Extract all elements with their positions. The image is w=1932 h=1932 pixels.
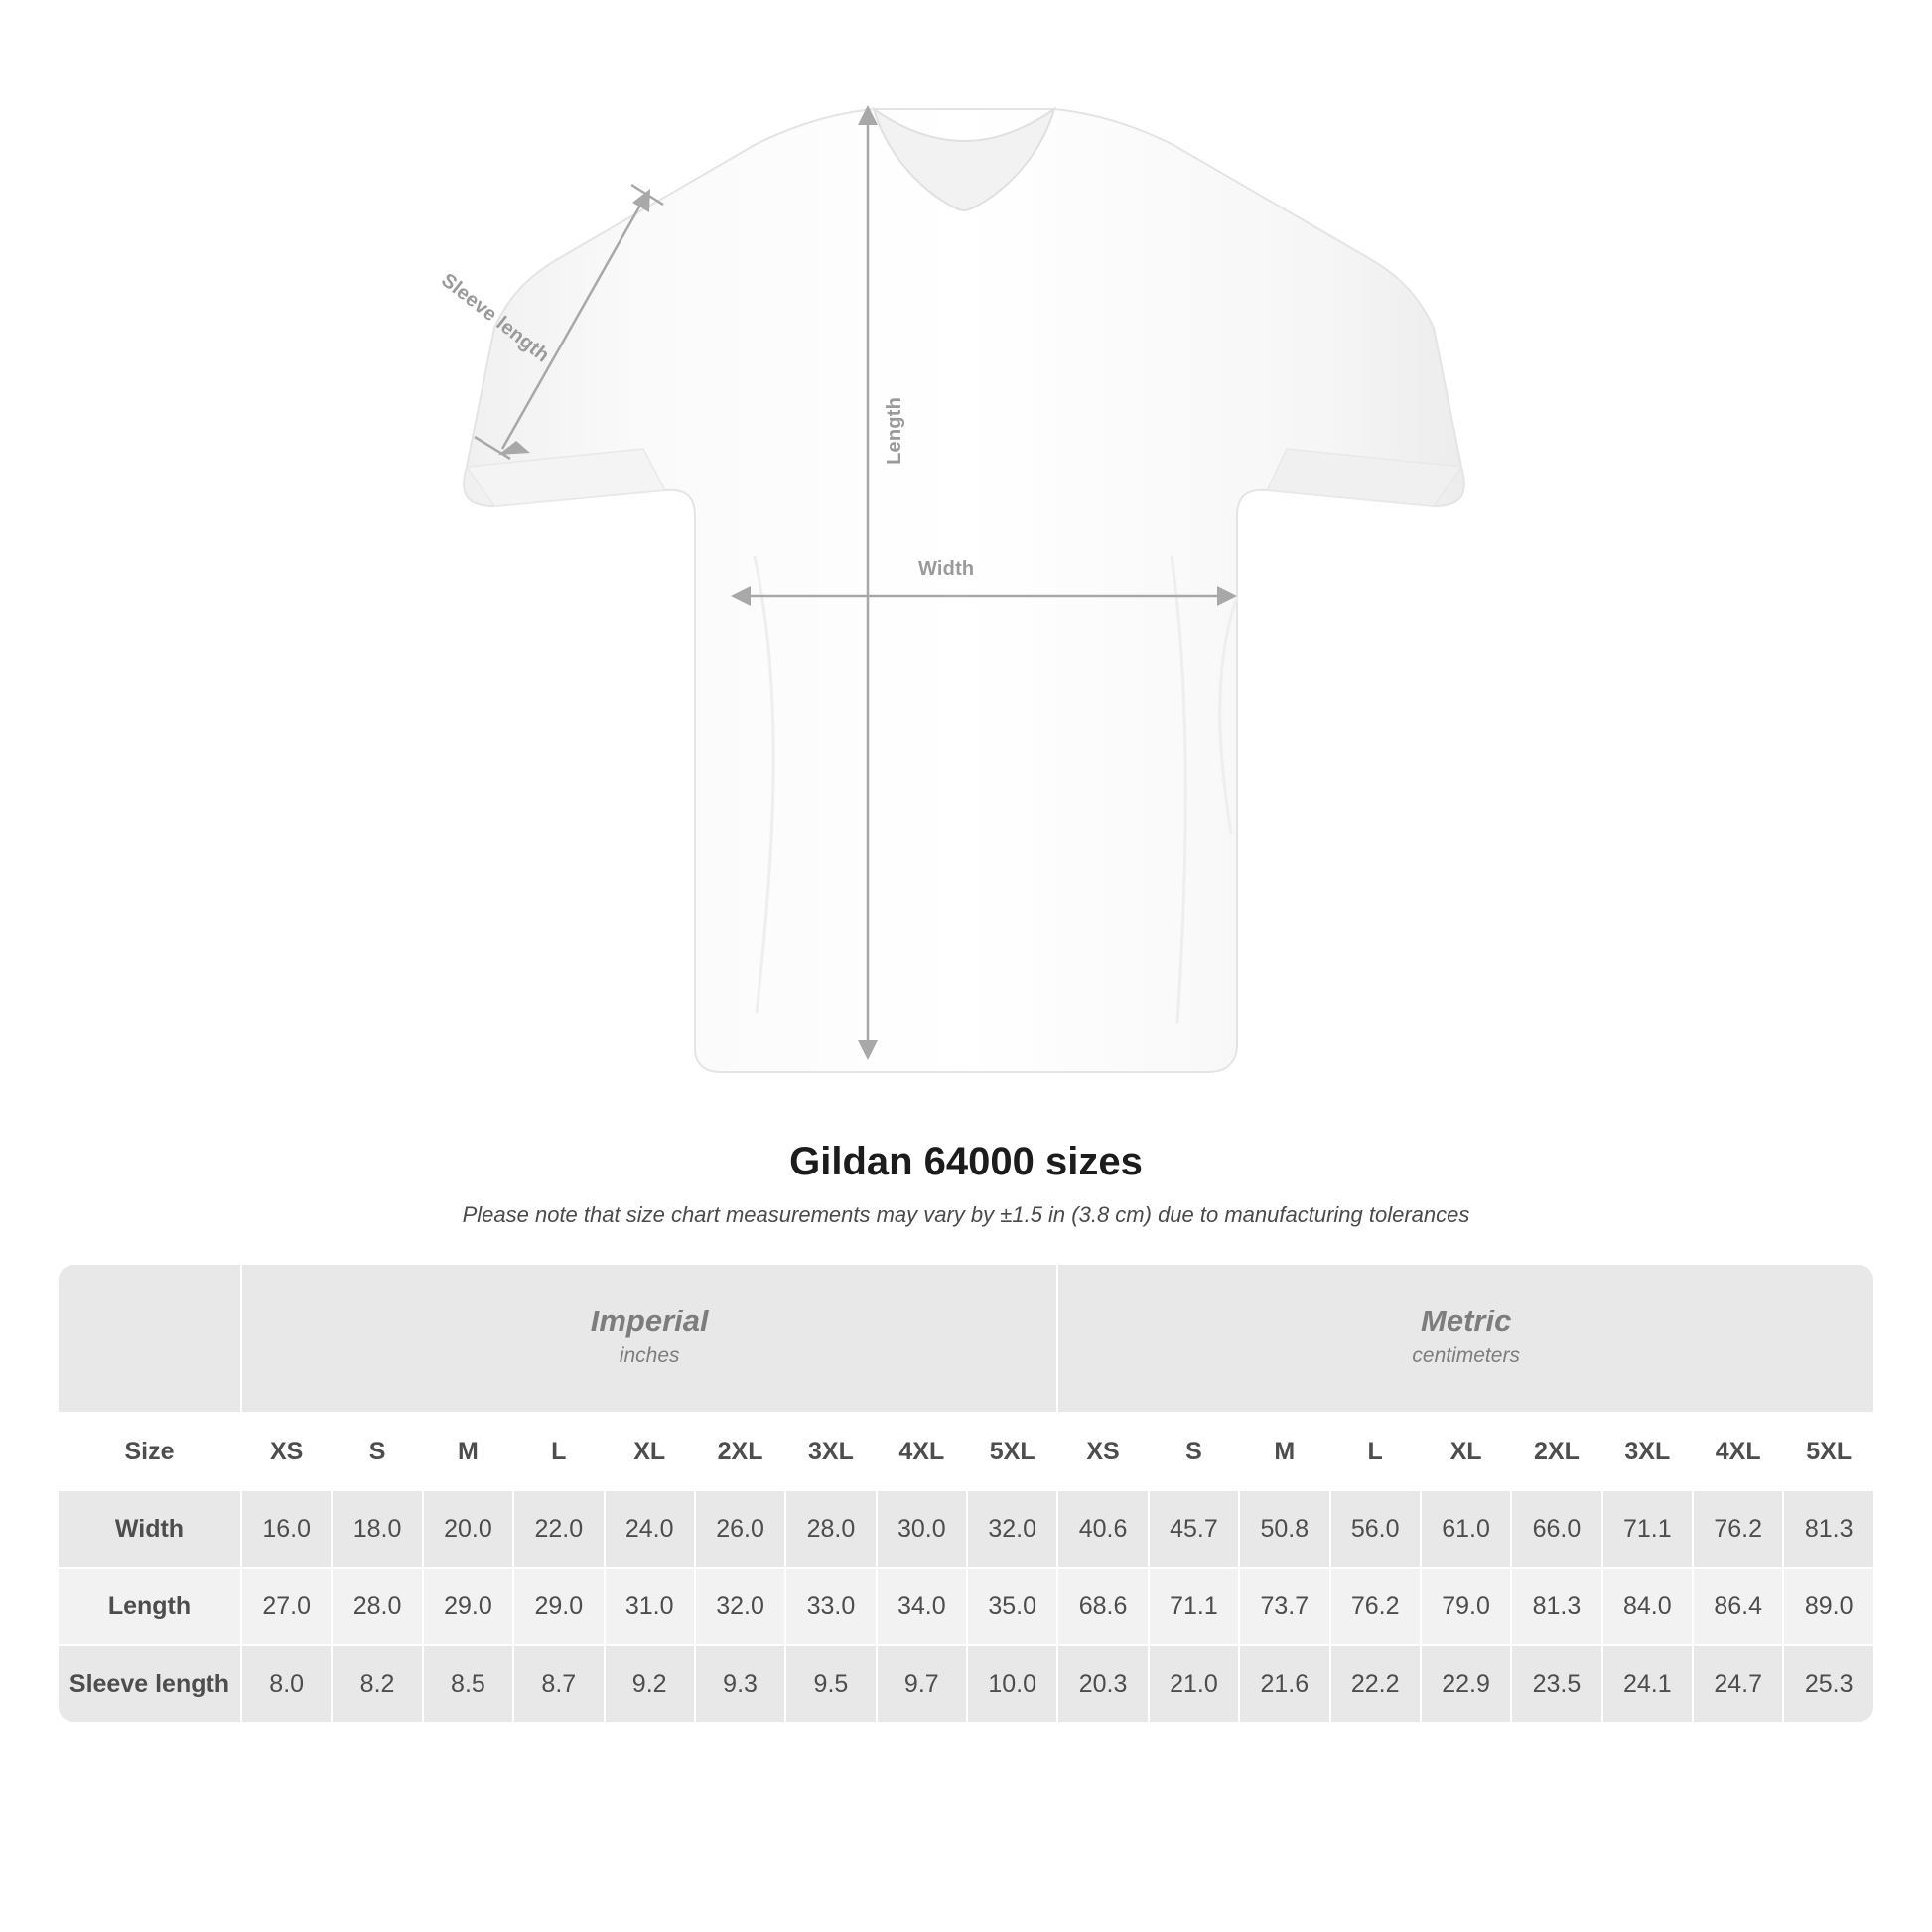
size-header-cell: 4XL: [1693, 1413, 1783, 1490]
cell-length: 86.4: [1693, 1568, 1783, 1645]
table-row: [58, 1490, 1874, 1568]
title-block: [0, 1140, 1932, 1228]
size-header-cell: L: [1330, 1413, 1421, 1490]
size-header-cell: XL: [1421, 1413, 1511, 1490]
cell-length: 34.0: [877, 1568, 967, 1645]
cell-length: 89.0: [1783, 1568, 1874, 1645]
cell-width: 45.7: [1149, 1490, 1239, 1568]
size-header-cell: XS: [1057, 1413, 1148, 1490]
cell-sleeve-length: 23.5: [1511, 1645, 1601, 1723]
cell-width: 66.0: [1511, 1490, 1601, 1568]
cell-sleeve-length: 8.7: [513, 1645, 604, 1723]
unit-system-imperial: [241, 1264, 1057, 1413]
row-label-sleeve-length: Sleeve length: [58, 1645, 241, 1723]
unit-system-imperial-unit: inches: [619, 1344, 680, 1368]
unit-system-corner: [58, 1264, 241, 1413]
cell-sleeve-length: 9.7: [877, 1645, 967, 1723]
cell-width: 24.0: [605, 1490, 695, 1568]
cell-length: 71.1: [1149, 1568, 1239, 1645]
cell-length: 73.7: [1239, 1568, 1329, 1645]
cell-sleeve-length: 10.0: [967, 1645, 1057, 1723]
size-header-cell: XL: [605, 1413, 695, 1490]
cell-length: 27.0: [241, 1568, 332, 1645]
unit-system-metric-name: Metric: [1421, 1304, 1512, 1339]
cell-width: 22.0: [513, 1490, 604, 1568]
size-table-container: [58, 1264, 1874, 1723]
unit-system-imperial-name: Imperial: [590, 1304, 709, 1339]
cell-width: 16.0: [241, 1490, 332, 1568]
cell-width: 30.0: [877, 1490, 967, 1568]
width-dimension-label: Width: [918, 558, 975, 580]
unit-system-metric-unit: centimeters: [1412, 1344, 1520, 1368]
cell-sleeve-length: 9.5: [785, 1645, 876, 1723]
row-label-width: Width: [58, 1490, 241, 1568]
size-header-cell: XS: [241, 1413, 332, 1490]
cell-width: 20.0: [423, 1490, 513, 1568]
cell-width: 71.1: [1602, 1490, 1693, 1568]
cell-length: 32.0: [695, 1568, 785, 1645]
tolerance-note: Please note that size chart measurements may vary by ±1.5 in (3.8 cm) due to manufacturing tolerances: [462, 1202, 1470, 1227]
size-header-cell: M: [1239, 1413, 1329, 1490]
size-header-cell: S: [1149, 1413, 1239, 1490]
cell-length: 79.0: [1421, 1568, 1511, 1645]
size-header-cell: 2XL: [695, 1413, 785, 1490]
cell-sleeve-length: 24.7: [1693, 1645, 1783, 1723]
unit-system-metric: [1057, 1264, 1874, 1413]
cell-width: 18.0: [332, 1490, 422, 1568]
size-header-label: Size: [58, 1413, 241, 1490]
size-header-cell: L: [513, 1413, 604, 1490]
cell-width: 76.2: [1693, 1490, 1783, 1568]
size-header-cell: 5XL: [967, 1413, 1057, 1490]
table-row: [58, 1645, 1874, 1723]
cell-sleeve-length: 22.9: [1421, 1645, 1511, 1723]
cell-sleeve-length: 25.3: [1783, 1645, 1874, 1723]
cell-sleeve-length: 24.1: [1602, 1645, 1693, 1723]
cell-width: 40.6: [1057, 1490, 1148, 1568]
cell-sleeve-length: 8.5: [423, 1645, 513, 1723]
cell-length: 31.0: [605, 1568, 695, 1645]
size-header-cell: 5XL: [1783, 1413, 1874, 1490]
size-header-row: [58, 1413, 1874, 1490]
row-label-length: Length: [58, 1568, 241, 1645]
size-header-cell: 2XL: [1511, 1413, 1601, 1490]
cell-sleeve-length: 8.2: [332, 1645, 422, 1723]
size-header-cell: 3XL: [1602, 1413, 1693, 1490]
size-table: [58, 1264, 1874, 1723]
cell-sleeve-length: 22.2: [1330, 1645, 1421, 1723]
length-dimension-label: Length: [884, 397, 905, 465]
cell-sleeve-length: 21.0: [1149, 1645, 1239, 1723]
cell-width: 56.0: [1330, 1490, 1421, 1568]
cell-length: 28.0: [332, 1568, 422, 1645]
cell-length: 29.0: [513, 1568, 604, 1645]
cell-length: 29.0: [423, 1568, 513, 1645]
cell-sleeve-length: 9.2: [605, 1645, 695, 1723]
cell-width: 61.0: [1421, 1490, 1511, 1568]
cell-length: 76.2: [1330, 1568, 1421, 1645]
cell-length: 35.0: [967, 1568, 1057, 1645]
cell-sleeve-length: 21.6: [1239, 1645, 1329, 1723]
cell-sleeve-length: 20.3: [1057, 1645, 1148, 1723]
size-header-cell: 4XL: [877, 1413, 967, 1490]
size-header-cell: S: [332, 1413, 422, 1490]
cell-length: 68.6: [1057, 1568, 1148, 1645]
page-title: Gildan 64000 sizes: [789, 1140, 1143, 1183]
cell-width: 50.8: [1239, 1490, 1329, 1568]
cell-sleeve-length: 9.3: [695, 1645, 785, 1723]
cell-width: 26.0: [695, 1490, 785, 1568]
cell-width: 32.0: [967, 1490, 1057, 1568]
size-header-cell: 3XL: [785, 1413, 876, 1490]
unit-system-row: [58, 1264, 1874, 1413]
sleeve-length-dimension-label: Sleeve length: [437, 269, 554, 367]
cell-width: 28.0: [785, 1490, 876, 1568]
cell-width: 81.3: [1783, 1490, 1874, 1568]
cell-length: 84.0: [1602, 1568, 1693, 1645]
size-header-cell: M: [423, 1413, 513, 1490]
table-row: [58, 1568, 1874, 1645]
cell-length: 81.3: [1511, 1568, 1601, 1645]
cell-sleeve-length: 8.0: [241, 1645, 332, 1723]
cell-length: 33.0: [785, 1568, 876, 1645]
